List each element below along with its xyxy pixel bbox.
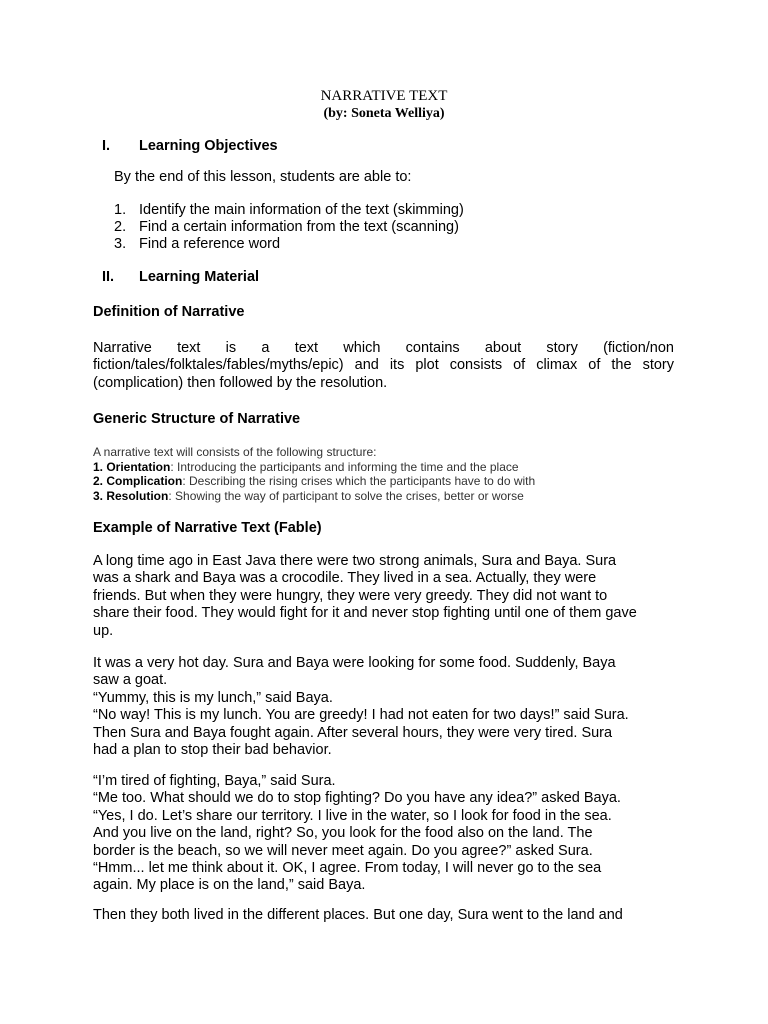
text-line: “Yes, I do. Let’s share our territory. I live in the water, so I look for food in the sea.: [93, 807, 612, 824]
text-line: was a shark and Baya was a crocodile. They lived in a sea. Actually, they were: [93, 570, 597, 587]
list-item: [93, 489, 535, 504]
structure-label: 1. Orientation: [93, 459, 171, 474]
text-line: again. My place is on the land,” said Baya.: [93, 877, 366, 894]
text-line: Then they both lived in the different places. But one day, Sura went to the land and: [93, 907, 623, 923]
document-title: NARRATIVE TEXT: [320, 88, 448, 104]
story-paragraph-2: [93, 655, 674, 759]
document-author: (by: Soneta Welliya): [323, 106, 445, 121]
story-paragraph-1: [93, 553, 674, 640]
structure-heading: Generic Structure of Narrative: [93, 411, 301, 427]
section-number: I.: [102, 138, 111, 154]
story-paragraph-3: [93, 773, 674, 895]
text-line: up.: [93, 622, 114, 639]
list-item: [93, 474, 535, 489]
list-item-text: Find a reference word: [139, 236, 281, 252]
text-line: “Yummy, this is my lunch,” said Baya.: [93, 689, 333, 706]
list-item: [93, 460, 535, 475]
text-line: “I’m tired of fighting, Baya,” said Sura.: [93, 773, 336, 789]
list-item-number: 3.: [114, 236, 127, 252]
example-heading: Example of Narrative Text (Fable): [93, 520, 322, 536]
text-line: “Hmm... let me think about it. OK, I agree. From today, I will never go to the sea: [93, 860, 602, 877]
list-item-text: Find a certain information from the text (scanning): [139, 219, 459, 235]
text-line: had a plan to stop their bad behavior.: [93, 742, 332, 759]
structure-intro: A narrative text will consists of the following structure:: [93, 445, 377, 459]
structure-description: : Introducing the participants and informing the time and the place: [170, 459, 519, 474]
text-line: And you live on the land, right? So, you look for the food also on the land. The: [93, 825, 593, 842]
list-item-text: Identify the main information of the text (skimming): [139, 202, 464, 218]
text-line: share their food. They would fight for it and never stop fighting until one of them gave: [93, 605, 637, 622]
structure-description: : Showing the way of participant to solve the crises, better or worse: [168, 489, 524, 504]
text-line: “No way! This is my lunch. You are greedy! I had not eaten for two days!” said Sura.: [93, 707, 629, 724]
section-title: Learning Material: [139, 269, 260, 285]
objectives-intro: By the end of this lesson, students are able to:: [114, 169, 412, 185]
section-number: II.: [102, 269, 115, 285]
definition-paragraph: Narrative text is a text which contains about story (fiction/non fiction/tales/folktales/fables/myths/epic) and its plot consists of climax of the story (complication) then followed by the resolution.: [93, 340, 674, 391]
structure-label: 2. Complication: [93, 474, 183, 489]
text-line: It was a very hot day. Sura and Baya were looking for some food. Suddenly, Baya: [93, 655, 616, 671]
structure-label: 3. Resolution: [93, 489, 169, 504]
text-line: Then Sura and Baya fought again. After several hours, they were very tired. Sura: [93, 724, 613, 741]
structure-list: [93, 445, 535, 504]
text-line: A long time ago in East Java there were two strong animals, Sura and Baya. Sura: [93, 553, 617, 569]
text-line: “Me too. What should we do to stop fighting? Do you have any idea?” asked Baya.: [93, 790, 621, 807]
structure-description: : Describing the rising crises which the participants have to do with: [182, 474, 536, 489]
list-item-number: 1.: [114, 202, 127, 218]
story-paragraph-4: [93, 907, 674, 924]
definition-heading: Definition of Narrative: [93, 304, 245, 320]
text-line: border is the beach, so we will never meet again. Do you agree?” asked Sura.: [93, 842, 593, 859]
section-title: Learning Objectives: [139, 138, 278, 154]
list-item-number: 2.: [114, 219, 127, 235]
text-line: friends. But when they were hungry, they were very greedy. They did not want to: [93, 587, 608, 604]
text-line: saw a goat.: [93, 672, 168, 689]
